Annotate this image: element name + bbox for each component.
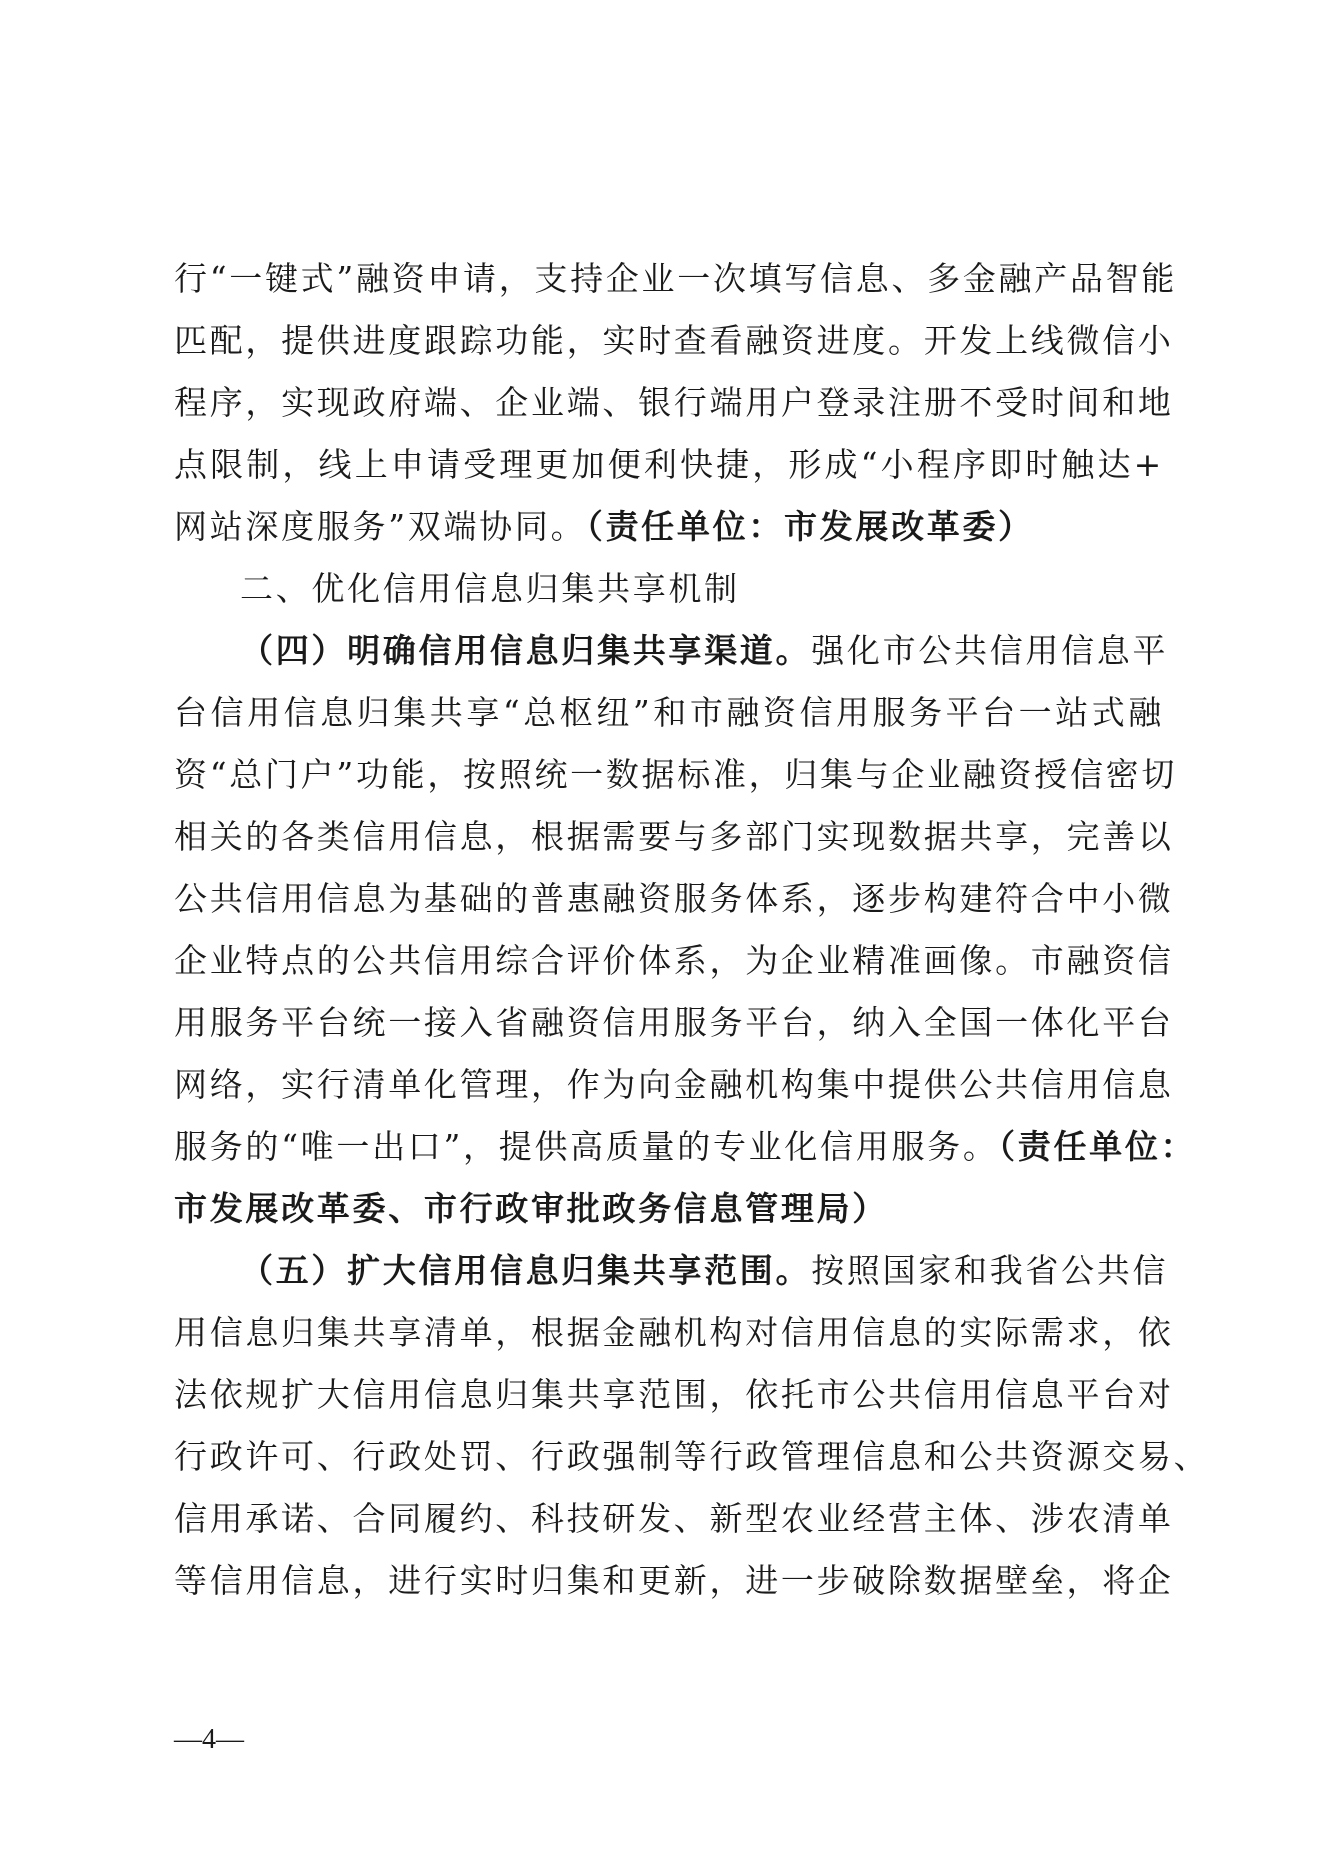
- text-line: 用服务平台统一接入省融资信用服务平台，纳入全国一体化平台: [174, 1003, 1174, 1042]
- text-line: 程序，实现政府端、企业端、银行端用户登录注册不受时间和地: [174, 383, 1174, 422]
- text-line: 行政许可、行政处罚、行政强制等行政管理信息和公共资源交易、: [174, 1437, 1210, 1476]
- responsibility-note: （责任单位：: [998, 1127, 1197, 1166]
- section-heading: 二、优化信用信息归集共享机制: [240, 569, 740, 608]
- text-line: 匹配，提供进度跟踪功能，实时查看融资进度。开发上线微信小: [174, 321, 1174, 360]
- paragraph-first-line: [174, 1240, 1169, 1302]
- text-line: 公共信用信息为基础的普惠融资服务体系，逐步构建符合中小微: [174, 879, 1174, 918]
- text-line: 台信用信息归集共享“总枢纽”和市融资信用服务平台一站式融: [174, 693, 1164, 732]
- text-line: 网络，实行清单化管理，作为向金融机构集中提供公共信用信息: [174, 1065, 1174, 1104]
- text-line: 法依规扩大信用信息归集共享范围，依托市公共信用信息平台对: [174, 1375, 1174, 1414]
- text-line: 资“总门户”功能，按照统一数据标准，归集与企业融资授信密切: [174, 755, 1178, 794]
- paragraph-title: （四）明确信用信息归集共享渠道。: [240, 631, 812, 670]
- text-line: [174, 1116, 1197, 1178]
- text-line: 相关的各类信用信息，根据需要与多部门实现数据共享，完善以: [174, 817, 1174, 856]
- text-line: 等信用信息，进行实时归集和更新，进一步破除数据壁垒，将企: [174, 1561, 1174, 1600]
- paragraph-title: （五）扩大信用信息归集共享范围。: [240, 1251, 812, 1290]
- responsibility-note: 市发展改革委、市行政审批政务信息管理局）: [174, 1189, 888, 1228]
- text-line: 用信息归集共享清单，根据金融机构对信用信息的实际需求，依: [174, 1313, 1174, 1352]
- text-line: 点限制，线上申请受理更加便利快捷，形成“小程序即时触达+: [174, 445, 1164, 484]
- page-number: —4—: [174, 1724, 244, 1755]
- text-segment: 强化市公共信用信息平: [811, 631, 1169, 670]
- text-segment: 网站深度服务”双端协同。: [174, 507, 587, 546]
- text-segment: 按照国家和我省公共信: [811, 1251, 1169, 1290]
- text-line: [174, 496, 1164, 558]
- text-line: 信用承诺、合同履约、科技研发、新型农业经营主体、涉农清单: [174, 1499, 1174, 1538]
- text-line: 行“一键式”融资申请，支持企业一次填写信息、多金融产品智能: [174, 259, 1178, 298]
- document-body: [174, 248, 1210, 1612]
- paragraph-first-line: [174, 620, 1169, 682]
- text-line: 企业特点的公共信用综合评价体系，为企业精准画像。市融资信: [174, 941, 1174, 980]
- responsibility-note: （责任单位：市发展改革委）: [586, 507, 1034, 546]
- text-segment: 服务的“唯一出口”，提供高质量的专业化信用服务。: [174, 1127, 999, 1166]
